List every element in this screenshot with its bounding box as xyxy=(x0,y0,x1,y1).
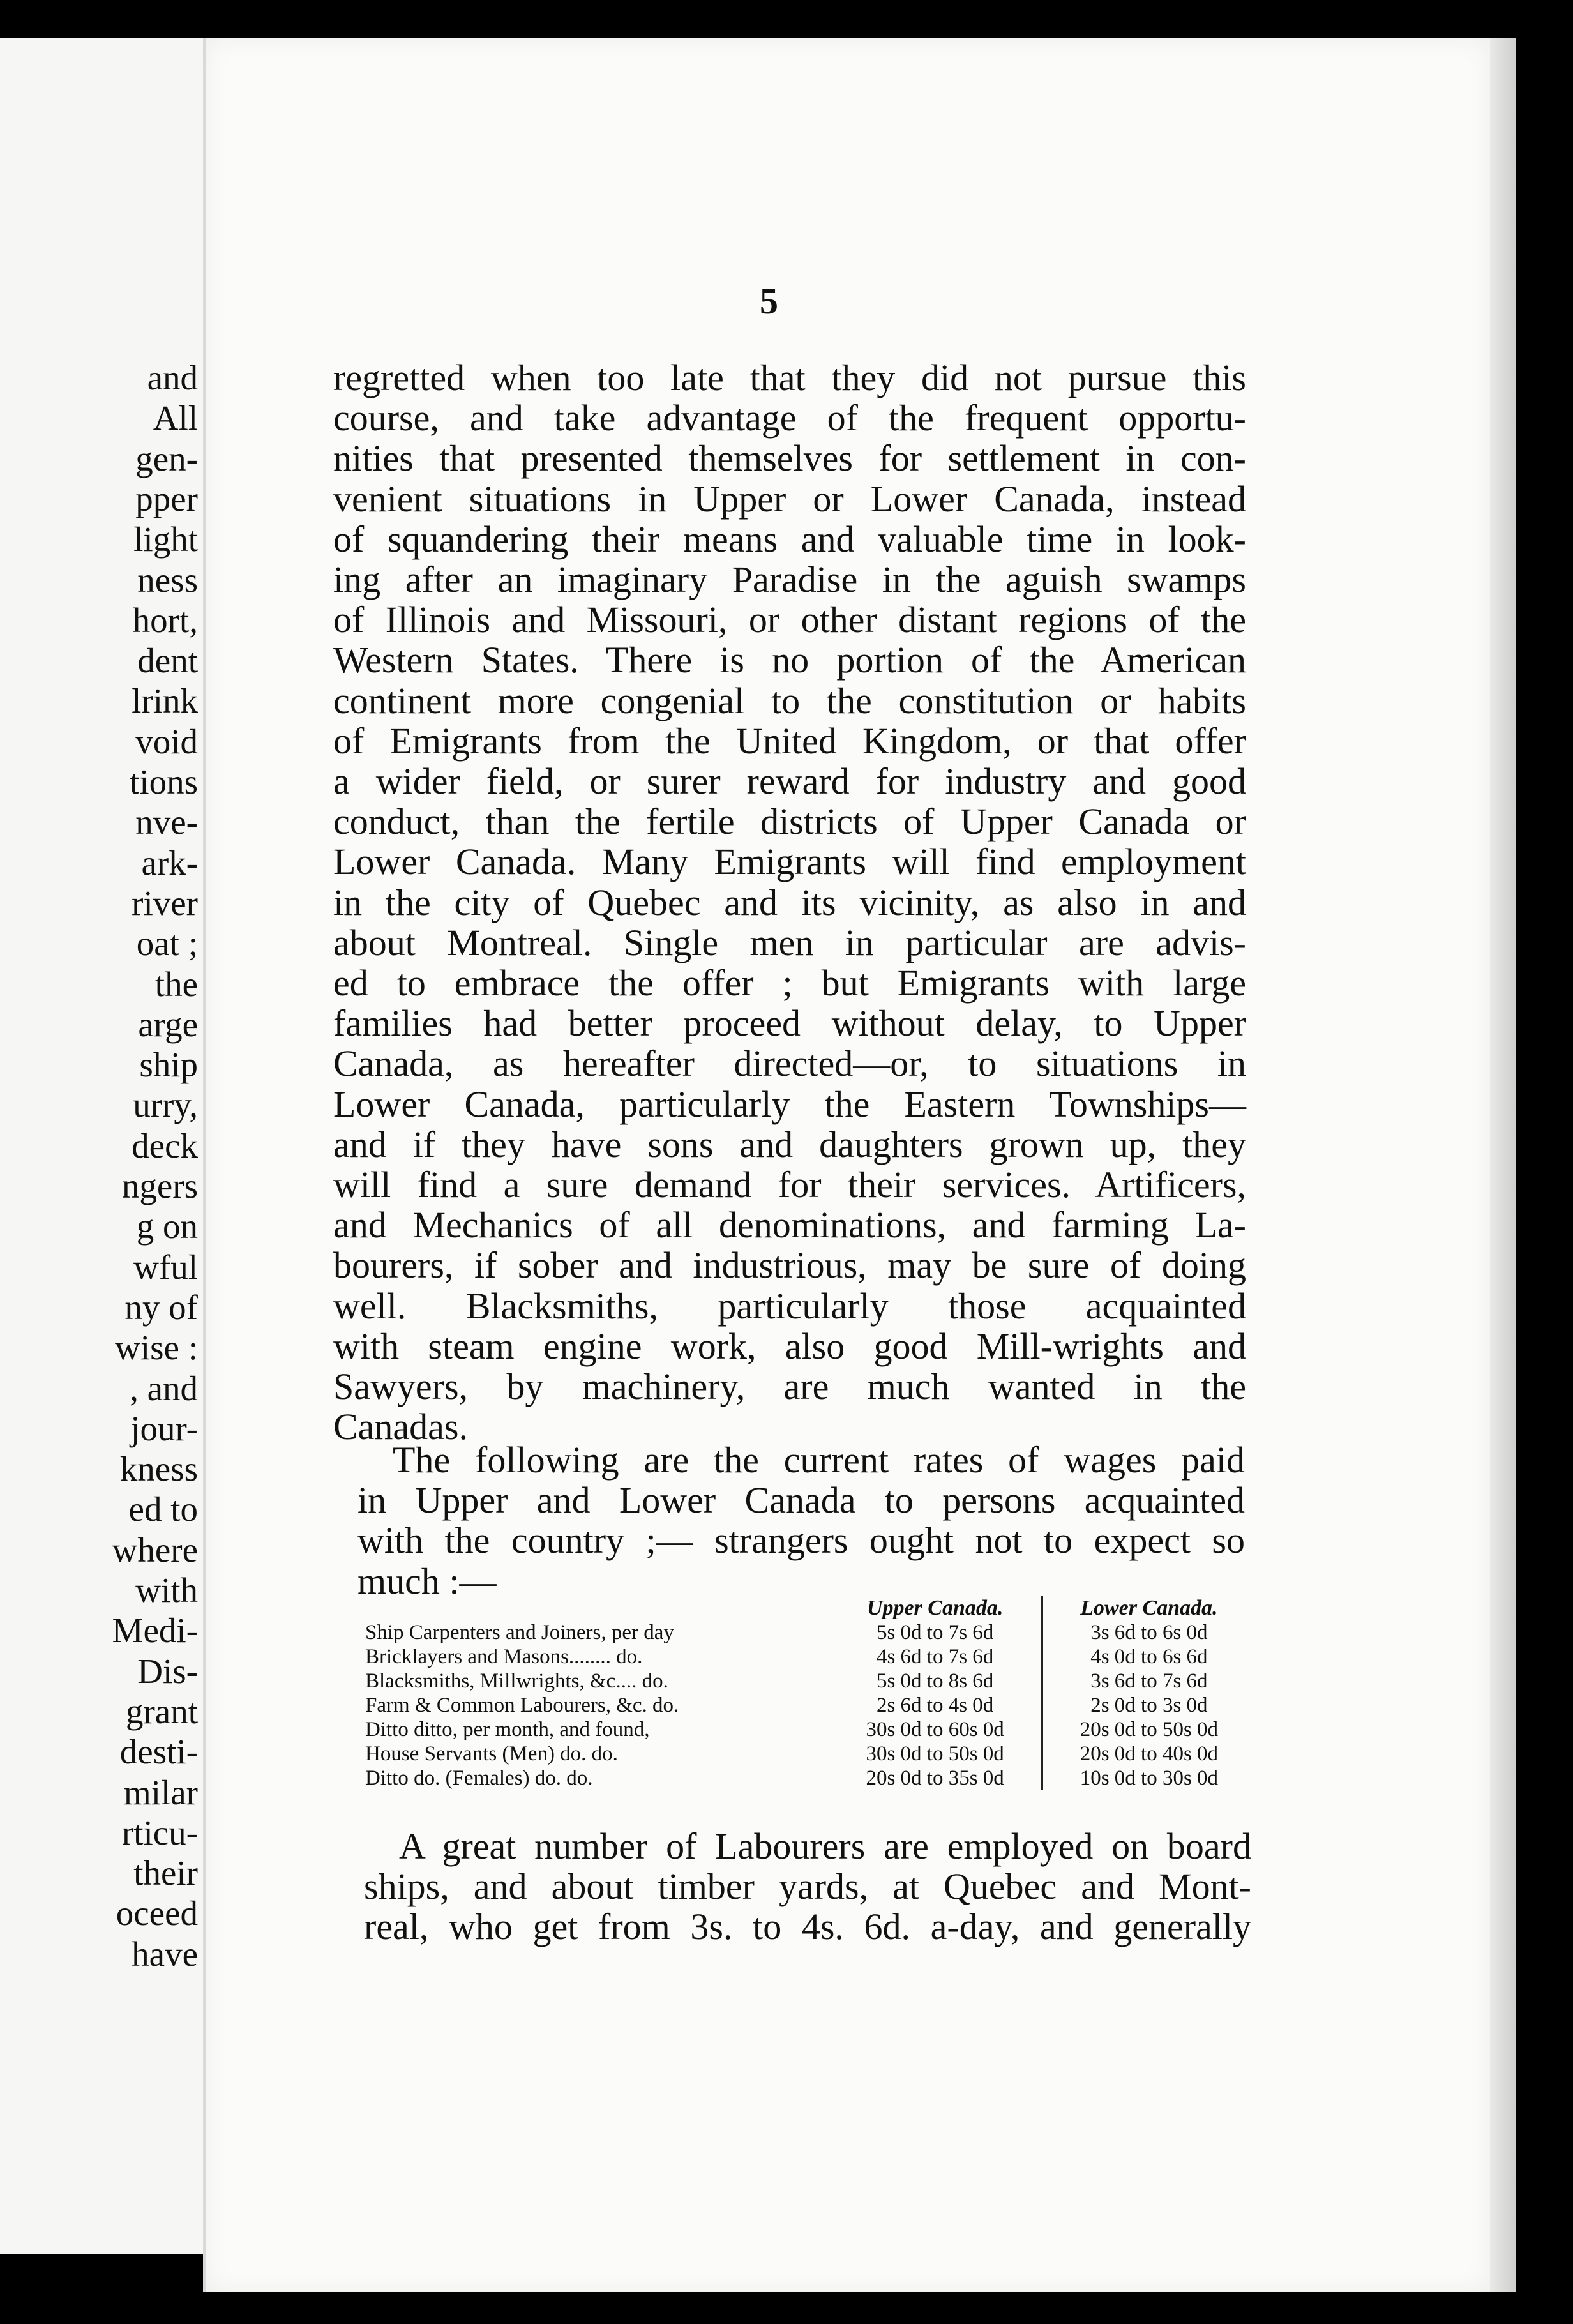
wage-upper-canada-rate: 2s 6d to 4s 0d xyxy=(829,1693,1042,1717)
left-page-line: tions xyxy=(130,762,198,801)
text-line: Canadas. xyxy=(333,1406,468,1448)
text-line: of Emigrants from the United Kingdom, or that offer xyxy=(333,720,1246,762)
wage-upper-canada-rate: 5s 0d to 8s 6d xyxy=(829,1669,1042,1693)
text-line: families had better proceed without delay, to Upper xyxy=(333,1002,1246,1045)
left-page-fragment xyxy=(0,38,206,2254)
wage-row xyxy=(361,1669,1255,1693)
left-page-line: jour- xyxy=(130,1408,198,1448)
upper-canada-header: Upper Canada. xyxy=(829,1596,1042,1620)
wage-row xyxy=(361,1717,1255,1742)
wage-table xyxy=(361,1596,1255,1790)
wage-occupation: Ditto do. (Females) do. do. xyxy=(365,1767,593,1790)
wage-lower-canada-rate: 3s 6d to 6s 0d xyxy=(1090,1621,1208,1644)
text-line: ships, and about timber yards, at Quebec and Mont- xyxy=(364,1866,1251,1907)
paragraph-2 xyxy=(358,1440,1245,1601)
left-page-line: wise : xyxy=(115,1328,198,1368)
left-page-line: river xyxy=(132,883,198,923)
left-page-line: ship xyxy=(139,1045,198,1085)
left-page-line: ness xyxy=(137,560,198,600)
left-page-line: arge xyxy=(138,1004,198,1044)
text-line: about Montreal. Single men in particular are advis- xyxy=(333,921,1246,963)
left-page-line: lrink xyxy=(132,681,198,721)
page-edge xyxy=(1490,38,1516,2292)
text-line: The following are the current rates of wages paid xyxy=(393,1439,1245,1481)
wage-row xyxy=(361,1693,1255,1717)
left-page-line: oceed xyxy=(116,1894,198,1933)
left-page-line: milar xyxy=(123,1772,198,1812)
wage-upper-canada-rate: 30s 0d to 60s 0d xyxy=(829,1717,1042,1742)
left-page-line: ngers xyxy=(121,1166,198,1205)
text-line: much :— xyxy=(358,1560,497,1602)
text-line: a wider field, or surer reward for industry and good xyxy=(333,760,1246,803)
text-line: bourers, if sober and industrious, may be sure of doing xyxy=(333,1244,1246,1286)
left-page-line: hort, xyxy=(132,600,198,640)
text-line: ing after an imaginary Paradise in the aguish swamps xyxy=(333,559,1246,601)
left-page-line: the xyxy=(154,964,198,1004)
text-line: ed to embrace the offer ; but Emigrants with large xyxy=(333,962,1246,1004)
text-line: and Mechanics of all denominations, and farming La- xyxy=(333,1204,1246,1246)
text-line: regretted when too late that they did not pursue this xyxy=(333,357,1246,398)
wage-lower-canada-rate: 2s 0d to 3s 0d xyxy=(1090,1694,1208,1717)
left-page-line: desti- xyxy=(119,1732,198,1772)
wage-upper-canada-rate: 30s 0d to 50s 0d xyxy=(829,1742,1042,1766)
left-page-line: light xyxy=(133,520,198,559)
wage-lower-canada-rate: 10s 0d to 30s 0d xyxy=(1080,1767,1219,1790)
wage-upper-canada-rate: 5s 0d to 7s 6d xyxy=(829,1620,1042,1645)
wage-occupation: Blacksmiths, Millwrights, &c.... do. xyxy=(365,1670,668,1693)
text-line: Lower Canada. Many Emigrants will find employment xyxy=(333,841,1246,883)
left-page-line: ed to xyxy=(128,1490,198,1529)
lower-canada-header: Lower Canada. xyxy=(1080,1596,1218,1620)
text-line: in Upper and Lower Canada to persons acquainted xyxy=(358,1479,1245,1521)
paragraph-1 xyxy=(333,358,1246,1447)
left-page-line: gen- xyxy=(135,439,198,478)
left-page-line: dent xyxy=(137,641,198,681)
text-line: with steam engine work, also good Mill-wrights and xyxy=(333,1325,1246,1367)
left-page-line: with xyxy=(135,1571,198,1610)
wage-row xyxy=(361,1766,1255,1790)
left-page-line: where xyxy=(112,1530,198,1569)
left-page-line: ny of xyxy=(124,1287,198,1327)
text-line: of squandering their means and valuable time in look- xyxy=(333,518,1246,560)
wage-lower-canada-rate: 4s 0d to 6s 6d xyxy=(1090,1645,1208,1668)
wage-table-header xyxy=(361,1596,1255,1620)
text-line: Canada, as hereafter directed—or, to situations in xyxy=(333,1043,1246,1085)
text-line: continent more congenial to the constitution or habits xyxy=(333,679,1246,721)
wage-lower-canada-rate: 3s 6d to 7s 6d xyxy=(1090,1670,1208,1693)
left-page-line: g on xyxy=(136,1207,198,1246)
text-line: in the city of Quebec and its vicinity, as also in and xyxy=(333,881,1246,923)
text-line: Western States. There is no portion of the American xyxy=(333,639,1246,681)
text-line: with the country ;— strangers ought not to expect so xyxy=(358,1520,1245,1562)
left-page-line: oat ; xyxy=(136,924,198,963)
wage-occupation: Farm & Common Labourers, &c. do. xyxy=(365,1694,679,1717)
text-line: and if they have sons and daughters grown up, they xyxy=(333,1123,1246,1165)
text-line: of Illinois and Missouri, or other distant regions of the xyxy=(333,599,1246,641)
paragraph-3 xyxy=(364,1826,1251,1947)
text-line: conduct, than the fertile districts of Upper Canada or xyxy=(333,801,1246,843)
text-line: Lower Canada, particularly the Eastern Townships— xyxy=(333,1083,1246,1125)
left-page-line: rticu- xyxy=(121,1813,198,1852)
wage-upper-canada-rate: 4s 6d to 7s 6d xyxy=(829,1645,1042,1669)
wage-occupation: Ship Carpenters and Joiners, per day xyxy=(365,1621,674,1644)
left-page-line: their xyxy=(133,1853,198,1893)
left-page-line: kness xyxy=(119,1449,198,1489)
left-page-line: nve- xyxy=(135,803,198,842)
wage-lower-canada-rate: 20s 0d to 50s 0d xyxy=(1080,1718,1219,1741)
text-line: course, and take advantage of the frequent opportu- xyxy=(333,397,1246,439)
wage-upper-canada-rate: 20s 0d to 35s 0d xyxy=(829,1766,1042,1790)
page-number: 5 xyxy=(760,280,778,322)
wage-row xyxy=(361,1645,1255,1669)
text-line: venient situations in Upper or Lower Canada, instead xyxy=(333,478,1246,520)
left-page-line: urry, xyxy=(133,1085,198,1125)
left-page-line: grant xyxy=(125,1691,198,1731)
left-page-line: ark- xyxy=(141,843,198,882)
left-page-line: have xyxy=(132,1934,198,1973)
left-page-line: Dis- xyxy=(137,1651,198,1691)
left-page-line: deck xyxy=(132,1126,198,1165)
left-page-line: and xyxy=(147,358,198,397)
left-page-line: Medi- xyxy=(112,1611,198,1650)
wage-occupation: Ditto ditto, per month, and found, xyxy=(365,1718,650,1741)
wage-occupation: Bricklayers and Masons........ do. xyxy=(365,1645,643,1668)
text-line: real, who get from 3s. to 4s. 6d. a-day, and generally xyxy=(364,1906,1251,1947)
text-line: A great number of Labourers are employed on board xyxy=(399,1825,1251,1867)
text-line: nities that presented themselves for settlement in con- xyxy=(333,437,1246,479)
wage-row xyxy=(361,1742,1255,1766)
text-line: well. Blacksmiths, particularly those acquainted xyxy=(333,1285,1246,1327)
text-line: will find a sure demand for their services. Artificers, xyxy=(333,1164,1246,1206)
left-page-line: All xyxy=(153,398,198,438)
left-page-line: pper xyxy=(135,479,198,518)
wage-lower-canada-rate: 20s 0d to 40s 0d xyxy=(1080,1742,1219,1765)
wage-row xyxy=(361,1620,1255,1645)
text-line: Sawyers, by machinery, are much wanted in the xyxy=(333,1366,1246,1408)
left-page-line: wful xyxy=(133,1247,198,1286)
left-page-line: , and xyxy=(130,1368,198,1408)
wage-occupation: House Servants (Men) do. do. xyxy=(365,1742,618,1765)
left-page-line: void xyxy=(135,721,198,761)
